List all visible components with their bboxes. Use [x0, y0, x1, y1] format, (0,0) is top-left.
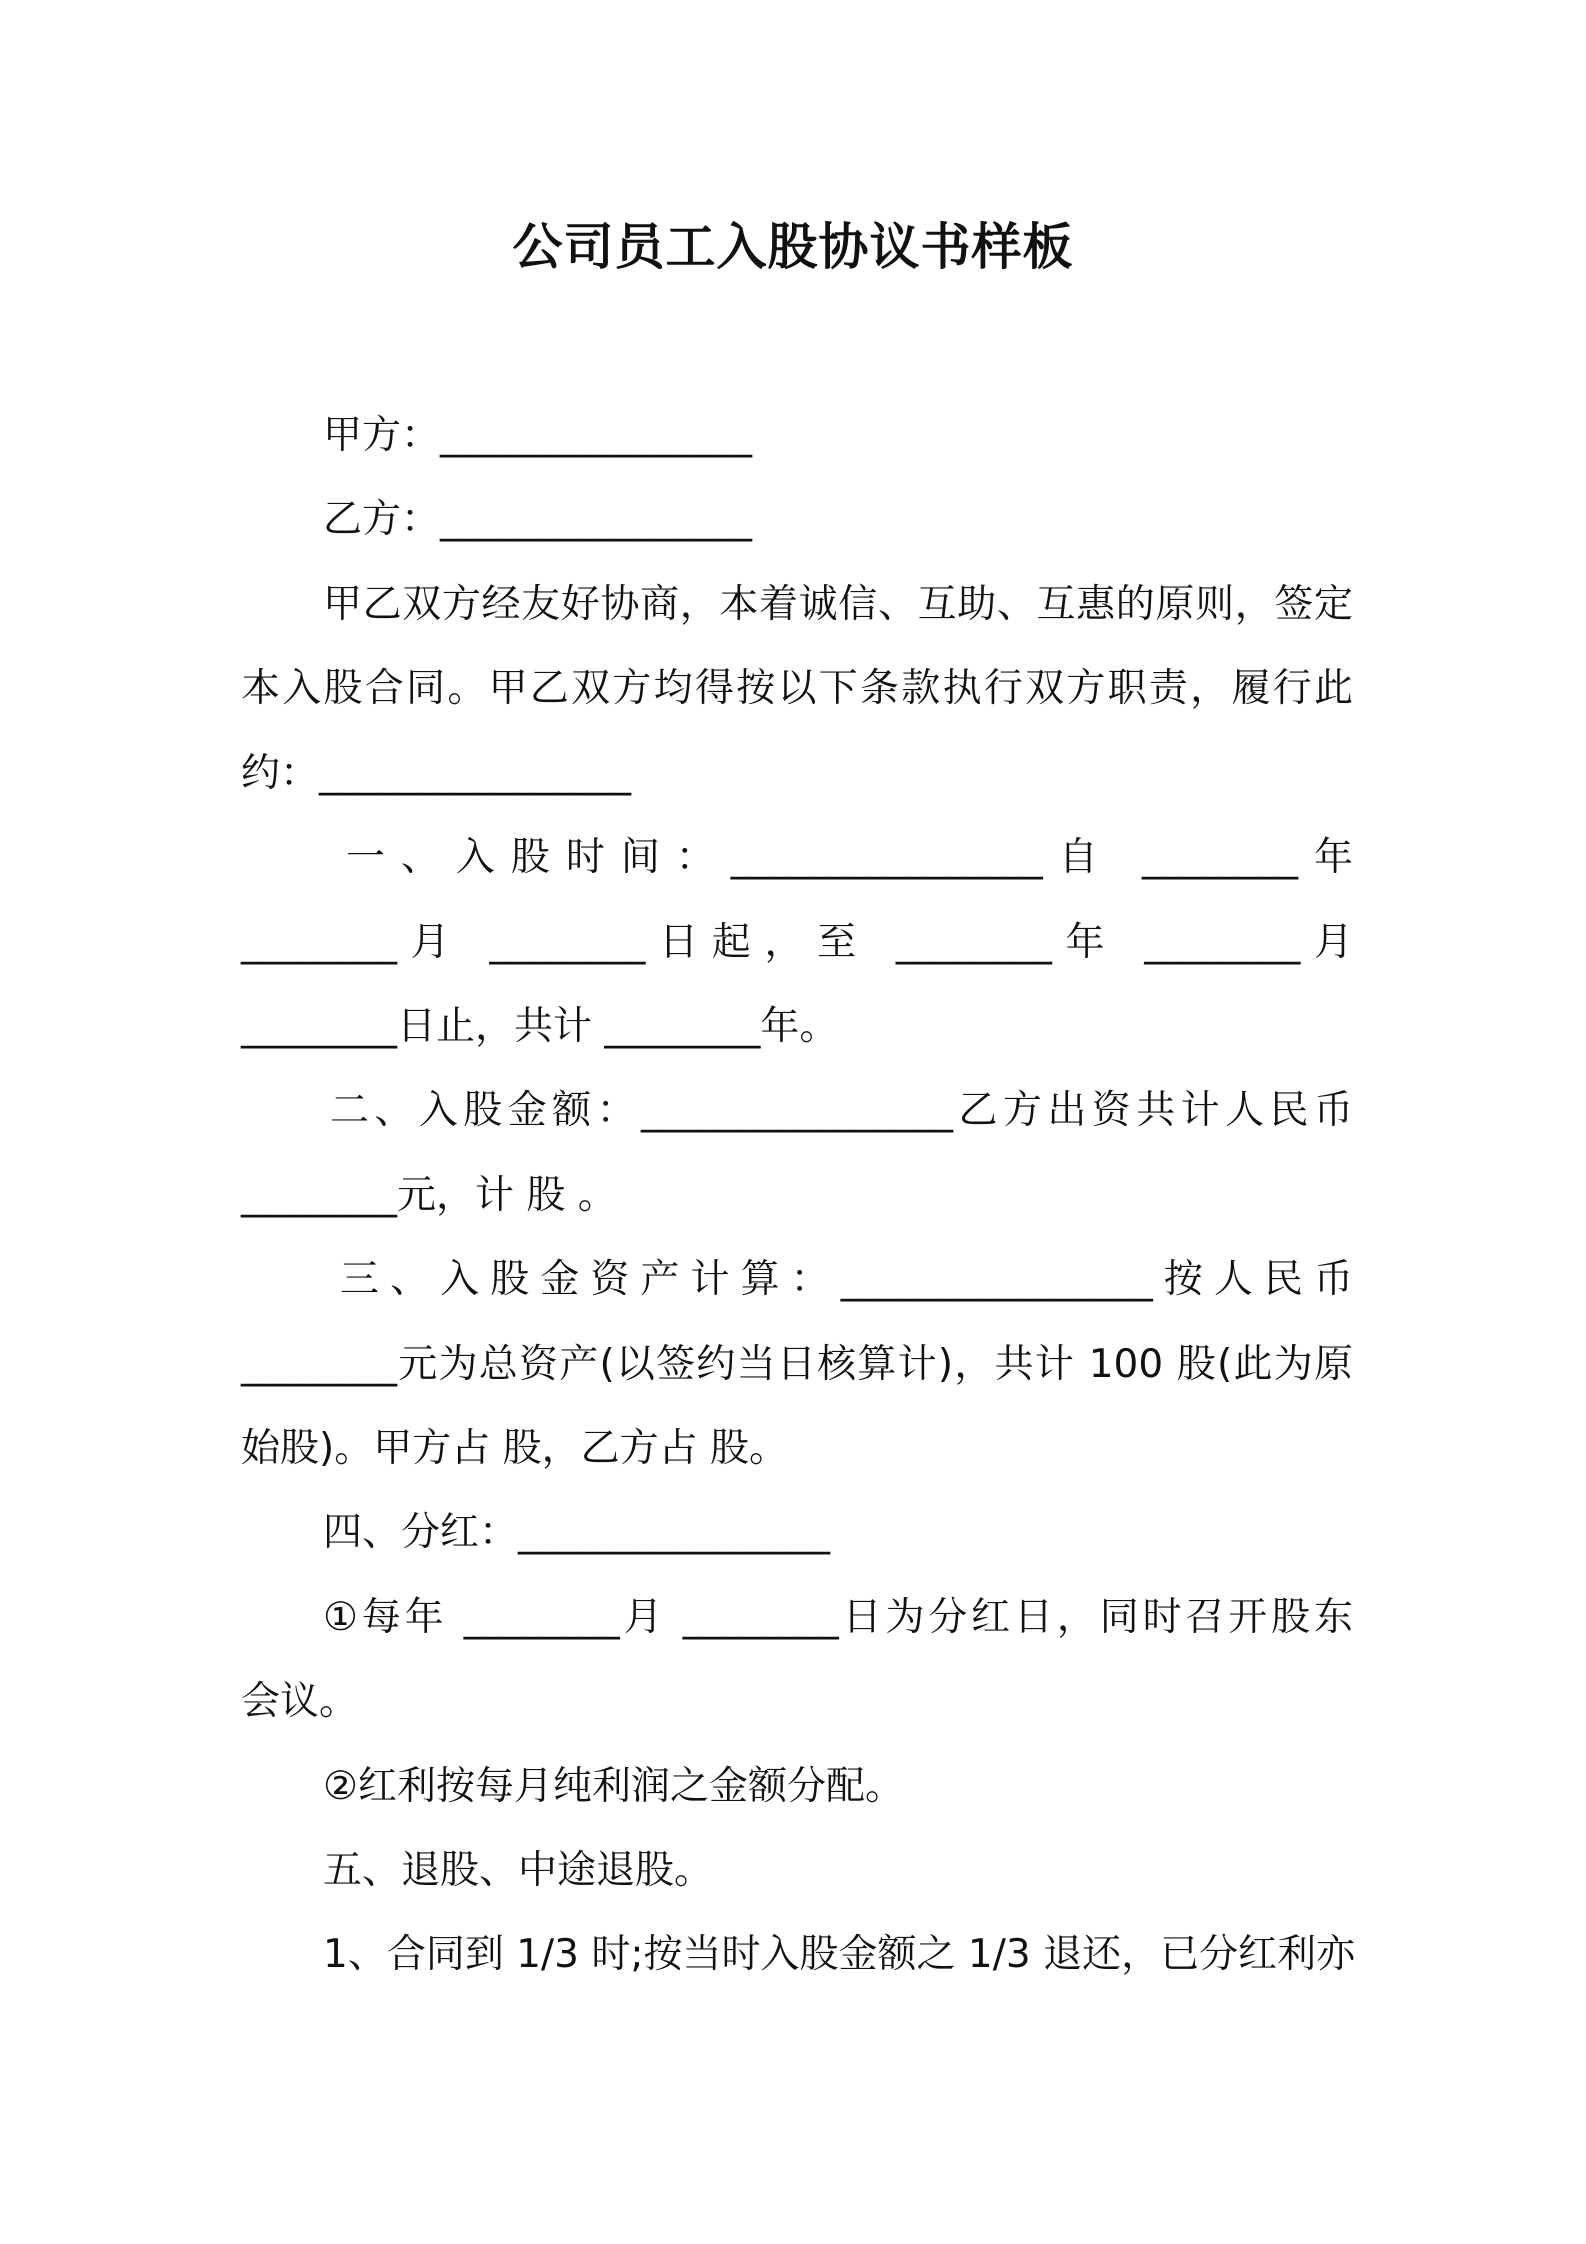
preamble-line-3: 约：________________ — [241, 751, 632, 796]
clause-1-line-1: 一、入股时间：________________自 ________年 — [346, 835, 1353, 880]
clause-2-line-2: ________元，计 股 。 — [241, 1173, 617, 1218]
clause-3-line-3: 始股)。甲方占 股，乙方占 股。 — [241, 1426, 789, 1471]
clause-5-heading: 五、退股、中途退股。 — [323, 1848, 714, 1893]
clause-4-item-1-line-2: 会议。 — [241, 1679, 359, 1724]
clause-4-item-1-line-1: ①每年 ________月 ________日为分红日，同时召开股东 — [323, 1595, 1353, 1640]
document-title: 公司员工入股协议书样板 — [512, 218, 1074, 276]
party-b-line: 乙方：________________ — [323, 497, 753, 542]
clause-3-line-2: ________元为总资产(以签约当日核算计)，共计 100 股(此为原 — [241, 1342, 1353, 1387]
party-a-line: 甲方：________________ — [323, 413, 753, 458]
clause-3-line-1: 三、入股金资产计算：________________按人民币 — [340, 1257, 1353, 1302]
preamble-line-2: 本入股合同。甲乙双方均得按以下条款执行双方职责，履行此 — [241, 666, 1353, 711]
preamble-line-1: 甲乙双方经友好协商，本着诚信、互助、互惠的原则，签定 — [323, 582, 1353, 627]
clause-4-line-1: 四、分红：________________ — [323, 1510, 831, 1555]
clause-2-line-1: 二、入股金额：________________乙方出资共计人民币 — [330, 1088, 1353, 1133]
clause-1-line-2: ________月 ________日起，至 ________年 ________月 — [241, 920, 1353, 965]
clause-5-item-1-line-1: 1、合同到 1/3 时;按当时入股金额之 1/3 退还，已分红利亦 — [323, 1932, 1356, 1977]
clause-4-item-2: ②红利按每月纯利润之金额分配。 — [323, 1764, 904, 1809]
clause-1-line-3: ________日止，共计 ________年。 — [241, 1004, 839, 1049]
